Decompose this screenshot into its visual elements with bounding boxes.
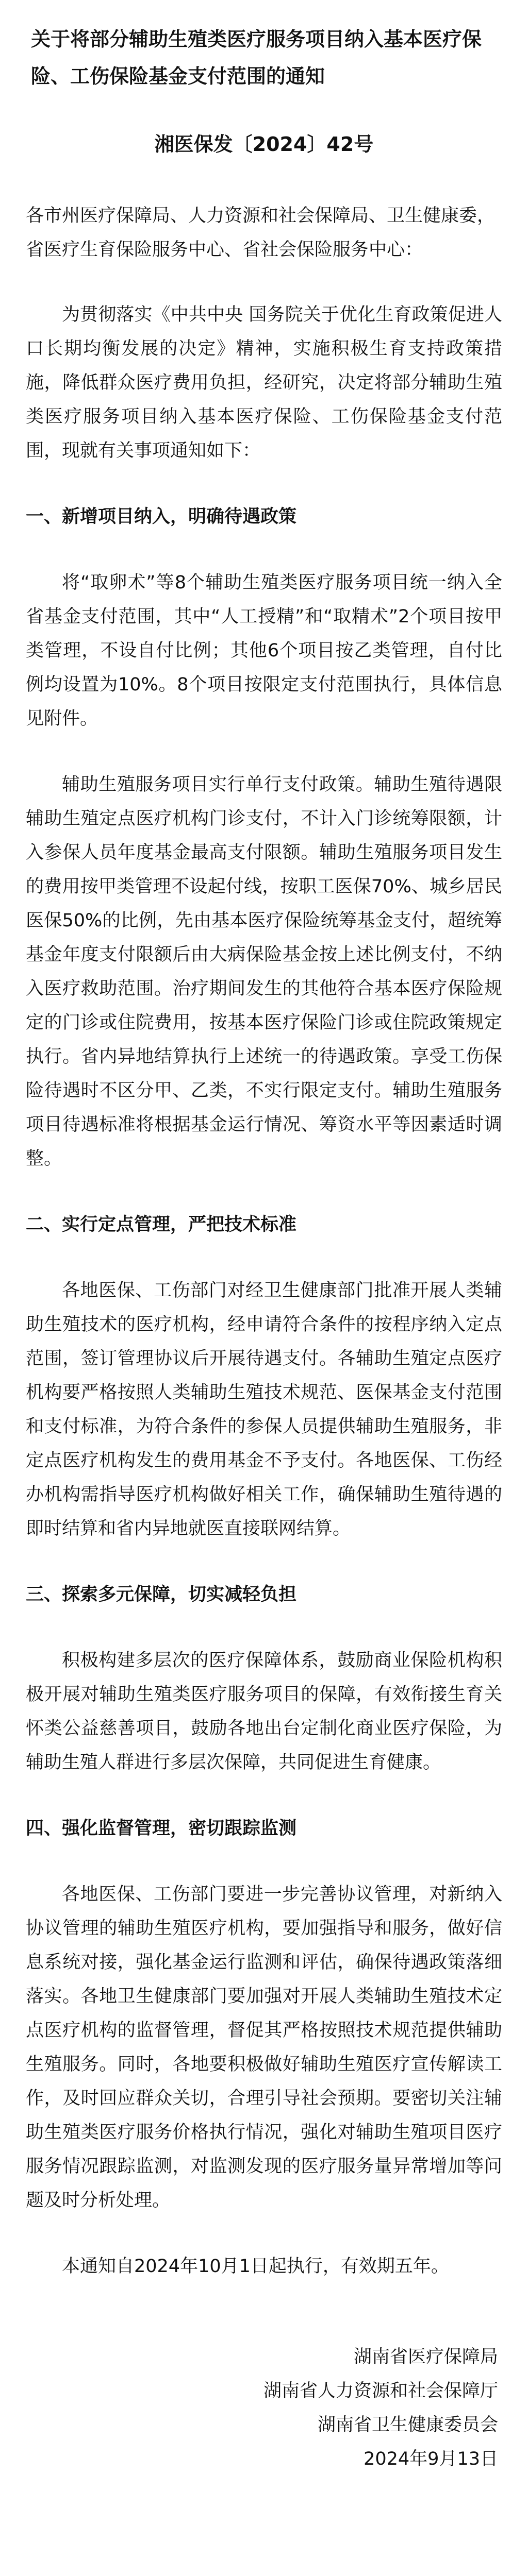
section3-heading: 三、探索多元保障，切实减轻负担	[26, 1584, 297, 1605]
signature-block	[26, 2340, 502, 2476]
section4-paragraph-1: 各地医保、工伤部门要进一步完善协议管理，对新纳入协议管理的辅助生殖医疗机构，要加强指导和服务，做好信息系统对接，强化基金运行监测和评估，确保待遇政策落细落实。各地卫生健康部门要加强对开展人类辅助生殖技术定点医疗机构的监督管理，督促其严格按照技术规范提供辅助生殖服务。同时，各地要积极做好辅助生殖医疗宣传解读工作，及时回应群众关切，合理引导社会预期。要密切关注辅助生殖类医疗服务价格执行情况，强化对辅助生殖项目医疗服务情况跟踪监测，对监测发现的医疗服务量异常增加等问题及时分析处理。	[26, 1884, 502, 2211]
section2-paragraph-1: 各地医保、工伤部门对经卫生健康部门批准开展人类辅助生殖技术的医疗机构，经申请符合条件的按程序纳入定点范围，签订管理协议后开展待遇支付。各辅助生殖定点医疗机构要严格按照人类辅助生殖技术规范、医保基金支付范围和支付标准，为符合条件的参保人员提供辅助生殖服务，非定点医疗机构发生的费用基金不予支付。各地医保、工伤经办机构需指导医疗机构做好相关工作，确保辅助生殖待遇的即时结算和省内异地就医直接联网结算。	[26, 1280, 502, 1539]
closing-paragraph: 本通知自2024年10月1日起执行，有效期五年。	[62, 2256, 449, 2277]
section2-heading: 二、实行定点管理，严把技术标准	[26, 1214, 297, 1235]
signature-org-medical-security: 湖南省医疗保障局	[353, 2347, 498, 2367]
signature-date: 2024年9月13日	[364, 2449, 498, 2469]
section1-paragraph-1: 将“取卵术”等8个辅助生殖类医疗服务项目统一纳入全省基金支付范围，其中“人工授精”和“取精术”2个项目按甲类管理，不设自付比例；其他6个项目按乙类管理，自付比例均设置为10%。8个项目按限定支付范围执行，具体信息见附件。	[26, 572, 502, 729]
document-number: 湘医保发〔2024〕42号	[154, 133, 374, 156]
section1-heading: 一、新增项目纳入，明确待遇政策	[26, 506, 297, 527]
section4-heading: 四、强化监督管理，密切跟踪监测	[26, 1818, 297, 1839]
intro-paragraph: 为贯彻落实《中共中央 国务院关于优化生育政策促进人口长期均衡发展的决定》精神，实施积极生育支持政策措施，降低群众医疗费用负担，经研究，决定将部分辅助生殖类医疗服务项目纳入基本医疗保险、工伤保险基金支付范围，现就有关事项通知如下：	[26, 304, 502, 461]
signature-org-human-resources: 湖南省人力资源和社会保障厅	[263, 2381, 498, 2401]
document-title: 关于将部分辅助生殖类医疗服务项目纳入基本医疗保险、工伤保险基金支付范围的通知	[31, 28, 482, 88]
section3-paragraph-1: 积极构建多层次的医疗保障体系，鼓励商业保险机构积极开展对辅助生殖类医疗服务项目的保障，有效衔接生育关怀类公益慈善项目，鼓励各地出台定制化商业医疗保险，为辅助生殖人群进行多层次保障，共同促进生育健康。	[26, 1650, 502, 1773]
section1-paragraph-2: 辅助生殖服务项目实行单行支付政策。辅助生殖待遇限辅助生殖定点医疗机构门诊支付，不计入门诊统筹限额，计入参保人员年度基金最高支付限额。辅助生殖服务项目发生的费用按甲类管理不设起付线，按职工医保70%、城乡居民医保50%的比例，先由基本医疗保险统筹基金支付，超统筹基金年度支付限额后由大病保险基金按上述比例支付，不纳入医疗救助范围。治疗期间发生的其他符合基本医疗保险规定的门诊或住院费用，按基本医疗保险门诊或住院政策规定执行。省内异地结算执行上述统一的待遇政策。享受工伤保险待遇时不区分甲、乙类，不实行限定支付。辅助生殖服务项目待遇标准将根据基金运行情况、筹资水平等因素适时调整。	[26, 774, 502, 1169]
signature-org-health-commission: 湖南省卫生健康委员会	[317, 2415, 498, 2435]
addressee: 各市州医疗保障局、人力资源和社会保障局、卫生健康委，省医疗生育保险服务中心、省社会保险服务中心：	[26, 206, 496, 260]
